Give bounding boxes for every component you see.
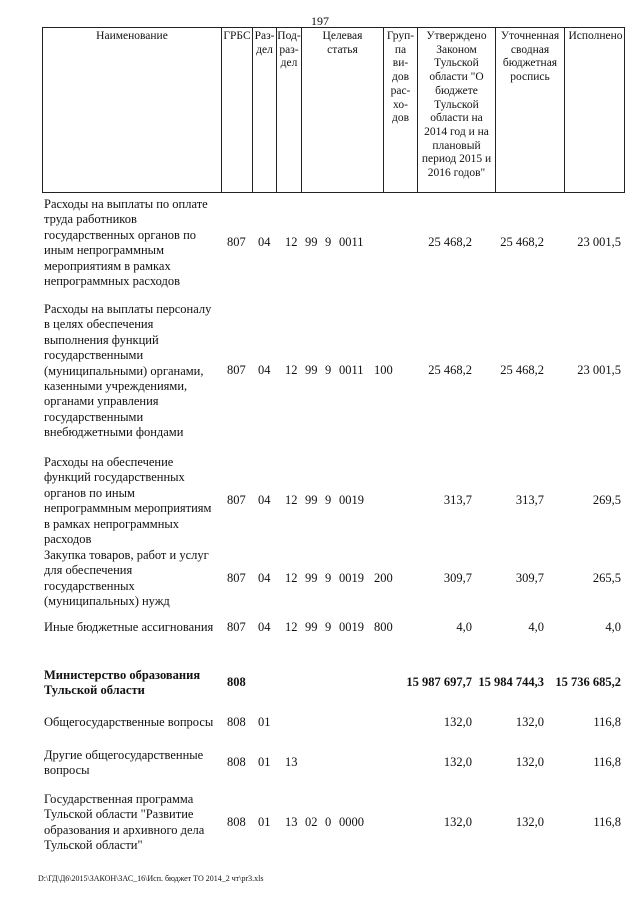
header-grbs: ГРБС bbox=[221, 28, 252, 192]
header-approved: Утверждено Законом Тульской области "О бюджете Тульской области на 2014 год и на плановый период 2015 и 2016 годов" bbox=[417, 28, 495, 192]
target-article-program-cell: 99 bbox=[305, 363, 318, 377]
row-name-cell: Расходы на обеспечение функций государственных органов по иным непрограммным мероприятиям в рамках непрограммных расходов bbox=[44, 455, 212, 547]
razdel-cell: 01 bbox=[258, 815, 271, 829]
row-name-cell: Другие общегосударственные вопросы bbox=[44, 748, 204, 778]
target-article-program-cell: 99 bbox=[305, 493, 318, 507]
header-podrazdel: Под- раз- дел bbox=[276, 28, 301, 192]
target-article-subprogram-cell: 0 bbox=[325, 815, 332, 829]
header-razdel: Раз- дел bbox=[252, 28, 276, 192]
razdel-cell: 04 bbox=[258, 571, 271, 585]
target-article-code-cell: 0000 bbox=[339, 815, 364, 829]
executed-amount-cell: 15 736 685,2 bbox=[555, 675, 621, 689]
refined-amount-cell: 132,0 bbox=[515, 755, 544, 769]
executed-amount-cell: 265,5 bbox=[592, 571, 621, 585]
expense-group-cell: 200 bbox=[374, 571, 393, 585]
refined-amount-cell: 309,7 bbox=[515, 571, 544, 585]
refined-amount-cell: 15 984 744,3 bbox=[478, 675, 544, 689]
razdel-cell: 01 bbox=[258, 755, 271, 769]
table-header bbox=[42, 27, 625, 193]
grbs-cell: 808 bbox=[227, 715, 246, 729]
razdel-cell: 04 bbox=[258, 363, 271, 377]
header-expense-group: Груп- па ви- дов рас- хо- дов bbox=[383, 28, 417, 192]
podrazdel-cell: 13 bbox=[285, 755, 298, 769]
refined-amount-cell: 4,0 bbox=[528, 620, 544, 634]
target-article-subprogram-cell: 9 bbox=[325, 620, 332, 634]
target-article-subprogram-cell: 9 bbox=[325, 493, 332, 507]
target-article-code-cell: 0019 bbox=[339, 620, 364, 634]
approved-amount-cell: 4,0 bbox=[456, 620, 472, 634]
target-article-code-cell: 0019 bbox=[339, 571, 364, 585]
row-name-cell: Государственная программа Тульской области "Развитие образования и архивного дела Тульской области" bbox=[44, 792, 205, 853]
target-article-program-cell: 99 bbox=[305, 620, 318, 634]
grbs-cell: 808 bbox=[227, 815, 246, 829]
target-article-program-cell: 02 bbox=[305, 815, 318, 829]
grbs-cell: 807 bbox=[227, 235, 246, 249]
row-name-cell: Расходы на выплаты по оплате труда работников государственных органов по иным непрограммным мероприятиям в рамках непрограммных расходов bbox=[44, 197, 208, 289]
header-executed: Исполнено bbox=[564, 28, 626, 192]
podrazdel-cell: 12 bbox=[285, 235, 298, 249]
podrazdel-cell: 12 bbox=[285, 571, 298, 585]
target-article-program-cell: 99 bbox=[305, 235, 318, 249]
target-article-code-cell: 0019 bbox=[339, 493, 364, 507]
podrazdel-cell: 13 bbox=[285, 815, 298, 829]
grbs-cell: 807 bbox=[227, 620, 246, 634]
razdel-cell: 01 bbox=[258, 715, 271, 729]
approved-amount-cell: 132,0 bbox=[443, 715, 472, 729]
refined-amount-cell: 25 468,2 bbox=[500, 235, 544, 249]
refined-amount-cell: 313,7 bbox=[515, 493, 544, 507]
target-article-subprogram-cell: 9 bbox=[325, 571, 332, 585]
refined-amount-cell: 132,0 bbox=[515, 715, 544, 729]
approved-amount-cell: 25 468,2 bbox=[428, 235, 472, 249]
target-article-subprogram-cell: 9 bbox=[325, 363, 332, 377]
grbs-cell: 807 bbox=[227, 363, 246, 377]
grbs-cell: 807 bbox=[227, 571, 246, 585]
approved-amount-cell: 25 468,2 bbox=[428, 363, 472, 377]
executed-amount-cell: 269,5 bbox=[592, 493, 621, 507]
approved-amount-cell: 15 987 697,7 bbox=[406, 675, 472, 689]
target-article-subprogram-cell: 9 bbox=[325, 235, 332, 249]
row-name-cell: Общегосударственные вопросы bbox=[44, 715, 214, 729]
executed-amount-cell: 23 001,5 bbox=[577, 235, 621, 249]
file-path-footer: D:\ГД\Д6\2015\ЗАКОН\ЗАС_16\Исп. бюджет ТО 2014_2 чт\pr3.xls bbox=[38, 874, 264, 883]
row-name-cell: Закупка товаров, работ и услуг для обеспечения государственных (муниципальных) нужд bbox=[44, 548, 209, 609]
row-name-cell: Расходы на выплаты персоналу в целях обеспечения выполнения функций государственными (муниципальными) органами, казенными учреждениями, органами управления государственными внебюджетными фондами bbox=[44, 302, 212, 440]
refined-amount-cell: 132,0 bbox=[515, 815, 544, 829]
approved-amount-cell: 132,0 bbox=[443, 755, 472, 769]
executed-amount-cell: 116,8 bbox=[593, 815, 621, 829]
podrazdel-cell: 12 bbox=[285, 620, 298, 634]
razdel-cell: 04 bbox=[258, 493, 271, 507]
podrazdel-cell: 12 bbox=[285, 493, 298, 507]
expense-group-cell: 100 bbox=[374, 363, 393, 377]
executed-amount-cell: 23 001,5 bbox=[577, 363, 621, 377]
row-name-cell: Иные бюджетные ассигнования bbox=[44, 620, 214, 634]
row-name-cell: Министерство образования Тульской области bbox=[44, 668, 201, 698]
executed-amount-cell: 116,8 bbox=[593, 715, 621, 729]
target-article-code-cell: 0011 bbox=[339, 235, 364, 249]
header-target-article: Целевая статья bbox=[301, 28, 383, 192]
executed-amount-cell: 116,8 bbox=[593, 755, 621, 769]
header-name: Наименование bbox=[96, 30, 168, 42]
grbs-cell: 808 bbox=[227, 755, 246, 769]
executed-amount-cell: 4,0 bbox=[605, 620, 621, 634]
approved-amount-cell: 313,7 bbox=[443, 493, 472, 507]
grbs-cell: 807 bbox=[227, 493, 246, 507]
razdel-cell: 04 bbox=[258, 620, 271, 634]
approved-amount-cell: 132,0 bbox=[443, 815, 472, 829]
podrazdel-cell: 12 bbox=[285, 363, 298, 377]
refined-amount-cell: 25 468,2 bbox=[500, 363, 544, 377]
grbs-cell: 808 bbox=[227, 675, 246, 689]
page-number: 197 bbox=[311, 14, 329, 28]
expense-group-cell: 800 bbox=[374, 620, 393, 634]
target-article-program-cell: 99 bbox=[305, 571, 318, 585]
razdel-cell: 04 bbox=[258, 235, 271, 249]
header-refined: Уточненная сводная бюджетная роспись bbox=[495, 28, 564, 192]
target-article-code-cell: 0011 bbox=[339, 363, 364, 377]
approved-amount-cell: 309,7 bbox=[443, 571, 472, 585]
